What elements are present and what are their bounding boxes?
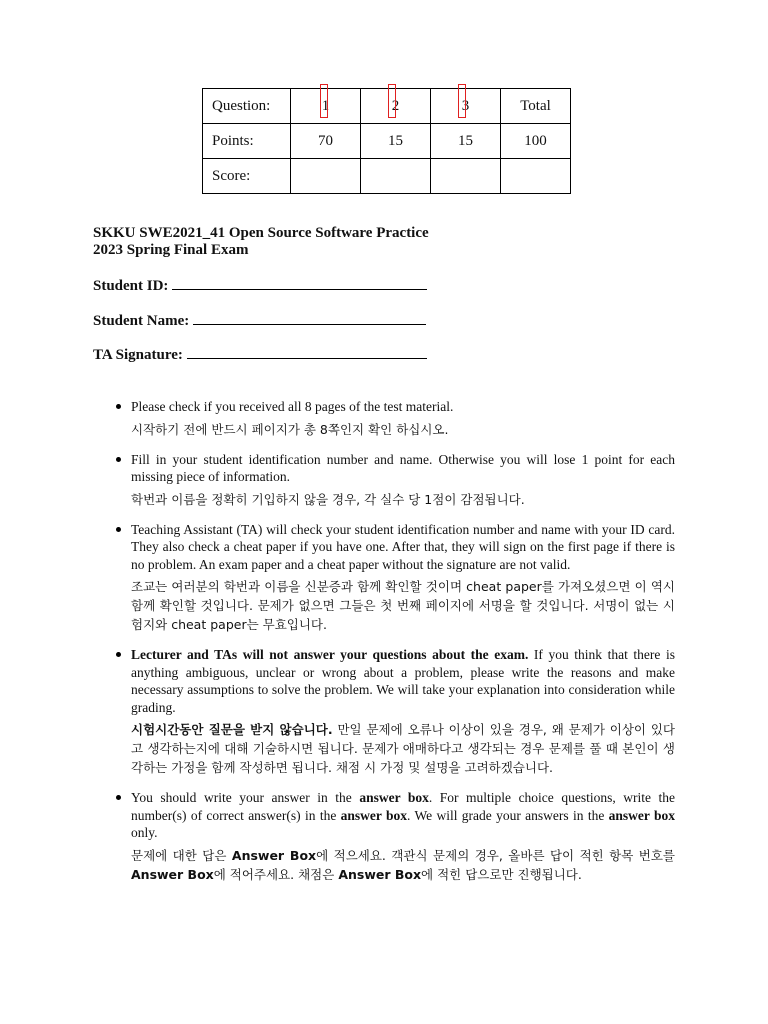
points-total-cell: 100	[501, 124, 571, 159]
highlight-box	[388, 84, 396, 118]
score-cell[interactable]	[431, 159, 501, 194]
score-total-cell[interactable]	[501, 159, 571, 194]
answer-box-term: answer box	[359, 790, 429, 805]
instruction-english: Fill in your student identification number and name. Otherwise you will lose 1 point for each missing piece of information.	[131, 451, 675, 484]
instructions-list	[112, 398, 675, 896]
list-item	[112, 789, 675, 884]
instruction-korean: 조교는 여러분의 학번과 이름을 신분증과 함께 확인할 것이며 cheat paper를 가져오셨으면 이 역시 함께 확인할 것입니다. 문제가 없으면 그들은 첫 번째 페이지에 서명을 할 것입니다. 서명이 없는 시험지와 cheat paper는 무효입니다.	[131, 579, 675, 632]
student-name-field	[93, 312, 426, 330]
question-row	[203, 89, 571, 124]
bold-text: 시험시간동안 질문을 받지 않습니다.	[131, 722, 333, 737]
score-cell[interactable]	[291, 159, 361, 194]
answer-box-term: answer box	[608, 807, 675, 823]
question-label: Question:	[203, 89, 291, 124]
list-item	[112, 398, 675, 439]
student-id-line[interactable]	[172, 277, 427, 290]
question-2-cell: 2	[361, 89, 431, 124]
instruction-korean: 학번과 이름을 정확히 기입하지 않을 경우, 각 실수 당 1점이 감점됩니다.	[131, 491, 525, 507]
question-1-cell: 1	[291, 89, 361, 124]
points-cell: 70	[291, 124, 361, 159]
instruction-english: Lecturer and TAs will not answer your questions about the exam. If you think that there is anything ambiguous, unclear or wrong about a problem, please write the reasons and make necessary assumptions to solve the problem. We will take your explanation into consideration while grading.	[131, 647, 675, 715]
exam-name: 2023 Spring Final Exam	[93, 242, 249, 258]
answer-box-term: answer box	[340, 807, 407, 823]
exam-title	[93, 225, 429, 259]
answer-box-term: Answer Box	[231, 847, 317, 863]
course-title: SKKU SWE2021_41 Open Source Software Practice	[93, 225, 429, 241]
score-cell[interactable]	[361, 159, 431, 194]
instruction-english: Please check if you received all 8 pages of the test material.	[131, 399, 454, 414]
instruction-korean: 시험시간동안 질문을 받지 않습니다. 만일 문제에 오류나 이상이 있을 경우, 왜 문제가 이상이 있다고 생각하는지에 대해 기술하시면 됩니다. 문제가 애매하다고 생각되는 경우 문제를 풀 때 본인이 생각하는 가정을 함께 작성하면 됩니다. 채점 시 가정 및 설명을 고려하겠습니다.	[131, 722, 675, 775]
highlight-box	[458, 84, 466, 118]
list-item	[112, 521, 675, 635]
question-3-cell: 3	[431, 89, 501, 124]
score-row	[203, 159, 571, 194]
instruction-korean: 시작하기 전에 반드시 페이지가 총 8쪽인지 확인 하십시오.	[131, 421, 449, 437]
points-cell: 15	[431, 124, 501, 159]
student-id-label: Student ID:	[93, 278, 169, 294]
score-label: Score:	[203, 159, 291, 194]
instruction-korean: 문제에 대한 답은 Answer Box에 적으세요. 객관식 문제의 경우, 올바른 답이 적힌 항목 번호를 Answer Box에 적어주세요. 채점은 Answer Box에 적힌 답으로만 진행됩니다.	[131, 847, 675, 882]
score-table	[202, 88, 571, 194]
instruction-english: Teaching Assistant (TA) will check your student identification number and name with your ID card. They also check a cheat paper if you have one. After that, they will sign on the first page if there is no problem. An exam paper and a cheat paper without the signature are not valid.	[131, 521, 675, 572]
list-item	[112, 451, 675, 509]
total-label: Total	[501, 89, 571, 124]
ta-signature-line[interactable]	[187, 346, 427, 359]
ta-signature-field	[93, 346, 427, 364]
highlight-box	[320, 84, 328, 118]
answer-box-term: Answer Box	[338, 866, 422, 882]
answer-box-term: Answer Box	[131, 866, 214, 882]
student-id-field	[93, 277, 427, 295]
student-name-line[interactable]	[193, 312, 426, 325]
instruction-english: You should write your answer in the answer box. For multiple choice questions, write the number(s) of correct answer(s) in the answer box. We will grade your answers in the answer box only.	[131, 790, 675, 840]
points-cell: 15	[361, 124, 431, 159]
points-label: Points:	[203, 124, 291, 159]
points-row	[203, 124, 571, 159]
bold-text: Lecturer and TAs will not answer your questions about the exam.	[131, 647, 529, 662]
ta-signature-label: TA Signature:	[93, 347, 183, 363]
student-name-label: Student Name:	[93, 313, 190, 329]
list-item	[112, 646, 675, 777]
